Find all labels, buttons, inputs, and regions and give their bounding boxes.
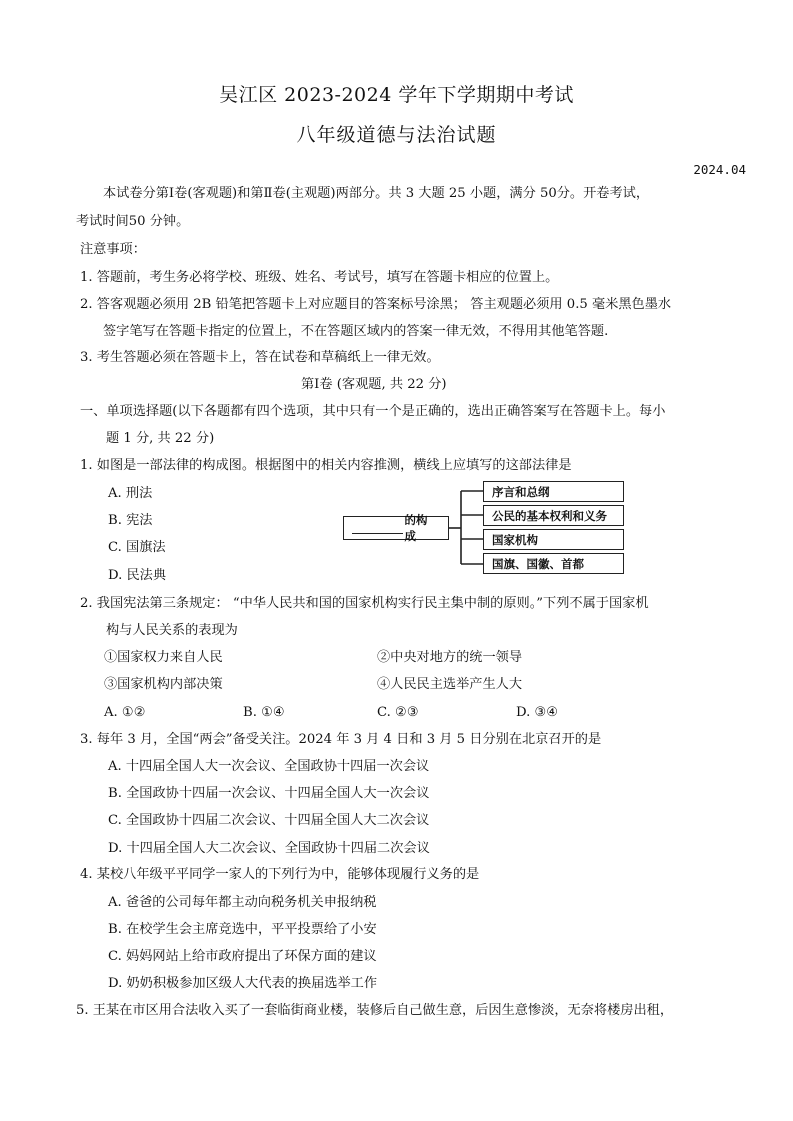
diagram-part-1: 序言和总纲: [483, 481, 624, 502]
exam-date: 2024.04: [693, 162, 746, 177]
q4-option-b: B. 在校学生会主席竞选中，平平投票给了小安: [108, 922, 377, 937]
intro-line-2: 考试时间50 分钟。: [76, 214, 190, 229]
section-instruction-line-1: 一、单项选择题(以下各题都有四个选项，其中只有一个是正确的，选出正确答案写在答题卡上。每小: [80, 404, 666, 419]
q2-stem-line-2: 构与人民关系的表现为: [106, 623, 238, 638]
section-title: 第Ⅰ卷 (客观题, 共 22 分): [301, 377, 447, 392]
note-item-3: 3. 考生答题必须在答题卡上，答在试卷和草稿纸上一律无效。: [80, 350, 440, 365]
q2-statement-2: ②中央对地方的统一领导: [377, 650, 523, 665]
diagram-main-label: 的构成: [404, 513, 428, 543]
q2-statement-1: ①国家权力来自人民: [104, 650, 223, 665]
note-item-2-line-1: 2. 答客观题必须用 2B 铅笔把答题卡上对应题目的答案标号涂黑； 答主观题必须用 0.5 毫米黑色墨水: [80, 297, 672, 312]
q3-option-b: B. 全国政协十四届一次会议、十四届全国人大一次会议: [108, 786, 430, 801]
note-item-1: 1. 答题前，考生务必将学校、班级、姓名、考试号，填写在答题卡相应的位置上。: [80, 270, 559, 285]
diagram-part-3: 国家机构: [483, 529, 624, 550]
q3-option-d: D. 十四届全国人大二次会议、全国政协十四届二次会议: [108, 841, 430, 856]
q3-option-a: A. 十四届全国人大一次会议、全国政协十四届一次会议: [108, 759, 430, 774]
diagram-part-4: 国旗、国徽、首都: [483, 553, 624, 574]
diagram-part-2: 公民的基本权利和义务: [483, 505, 624, 526]
q2-option-a: A. ①②: [104, 705, 146, 720]
q4-option-d: D. 奶奶积极参加区级人大代表的换届选举工作: [108, 976, 378, 991]
q1-option-b: B. 宪法: [108, 513, 153, 528]
exam-subtitle: 八年级道德与法治试题: [296, 124, 497, 146]
diagram-main-box: [343, 513, 449, 543]
q4-option-c: C. 妈妈网站上给市政府提出了环保方面的建议: [108, 949, 377, 964]
note-item-2-line-2: 签字笔写在答题卡指定的位置上，不在答题区域内的答案一律无效，不得用其他笔答题.: [103, 324, 609, 339]
q1-stem: 1. 如图是一部法律的构成图。根据图中的相关内容推测，横线上应填写的这部法律是: [80, 458, 572, 473]
notes-heading: 注意事项：: [80, 242, 146, 257]
q1-option-a: A. 刑法: [108, 486, 153, 501]
q2-statement-3: ③国家机构内部决策: [104, 677, 223, 692]
q4-option-a: A. 爸爸的公司每年都主动向税务机关申报纳税: [108, 895, 377, 910]
q1-option-c: C. 国旗法: [108, 540, 166, 555]
q1-option-d: D. 民法典: [108, 568, 167, 583]
exam-title: 吴江区 2023-2024 学年下学期期中考试: [219, 84, 574, 106]
q3-stem: 3. 每年 3 月，全国“两会”备受关注。2024 年 3 月 4 日和 3 月 5 日分别在北京召开的是: [80, 732, 602, 747]
q2-stem-line-1: 2. 我国宪法第三条规定： “中华人民共和国的国家机构实行民主集中制的原则。”下列不属于国家机: [80, 596, 649, 611]
law-structure-diagram: [340, 479, 630, 579]
q5-stem: 5. 王某在市区用合法收入买了一套临街商业楼，装修后自己做生意，后因生意惨淡，无奈将楼房出租，: [76, 1003, 674, 1018]
q2-statement-4: ④人民民主选举产生人大: [377, 677, 523, 692]
q3-option-c: C. 全国政协十四届二次会议、十四届全国人大二次会议: [108, 813, 430, 828]
q4-stem: 4. 某校八年级平平同学一家人的下列行为中，能够体现履行义务的是: [80, 867, 480, 882]
q2-option-d: D. ③④: [516, 705, 559, 720]
q2-option-b: B. ①④: [243, 705, 285, 720]
q2-option-c: C. ②③: [377, 705, 419, 720]
answer-blank: [352, 523, 403, 534]
section-instruction-line-2: 题 1 分, 共 22 分): [106, 431, 215, 446]
intro-line-1: 本试卷分第Ⅰ卷(客观题)和第Ⅱ卷(主观题)两部分。共 3 大题 25 小题，满分 50分。开卷考试，: [103, 186, 650, 201]
